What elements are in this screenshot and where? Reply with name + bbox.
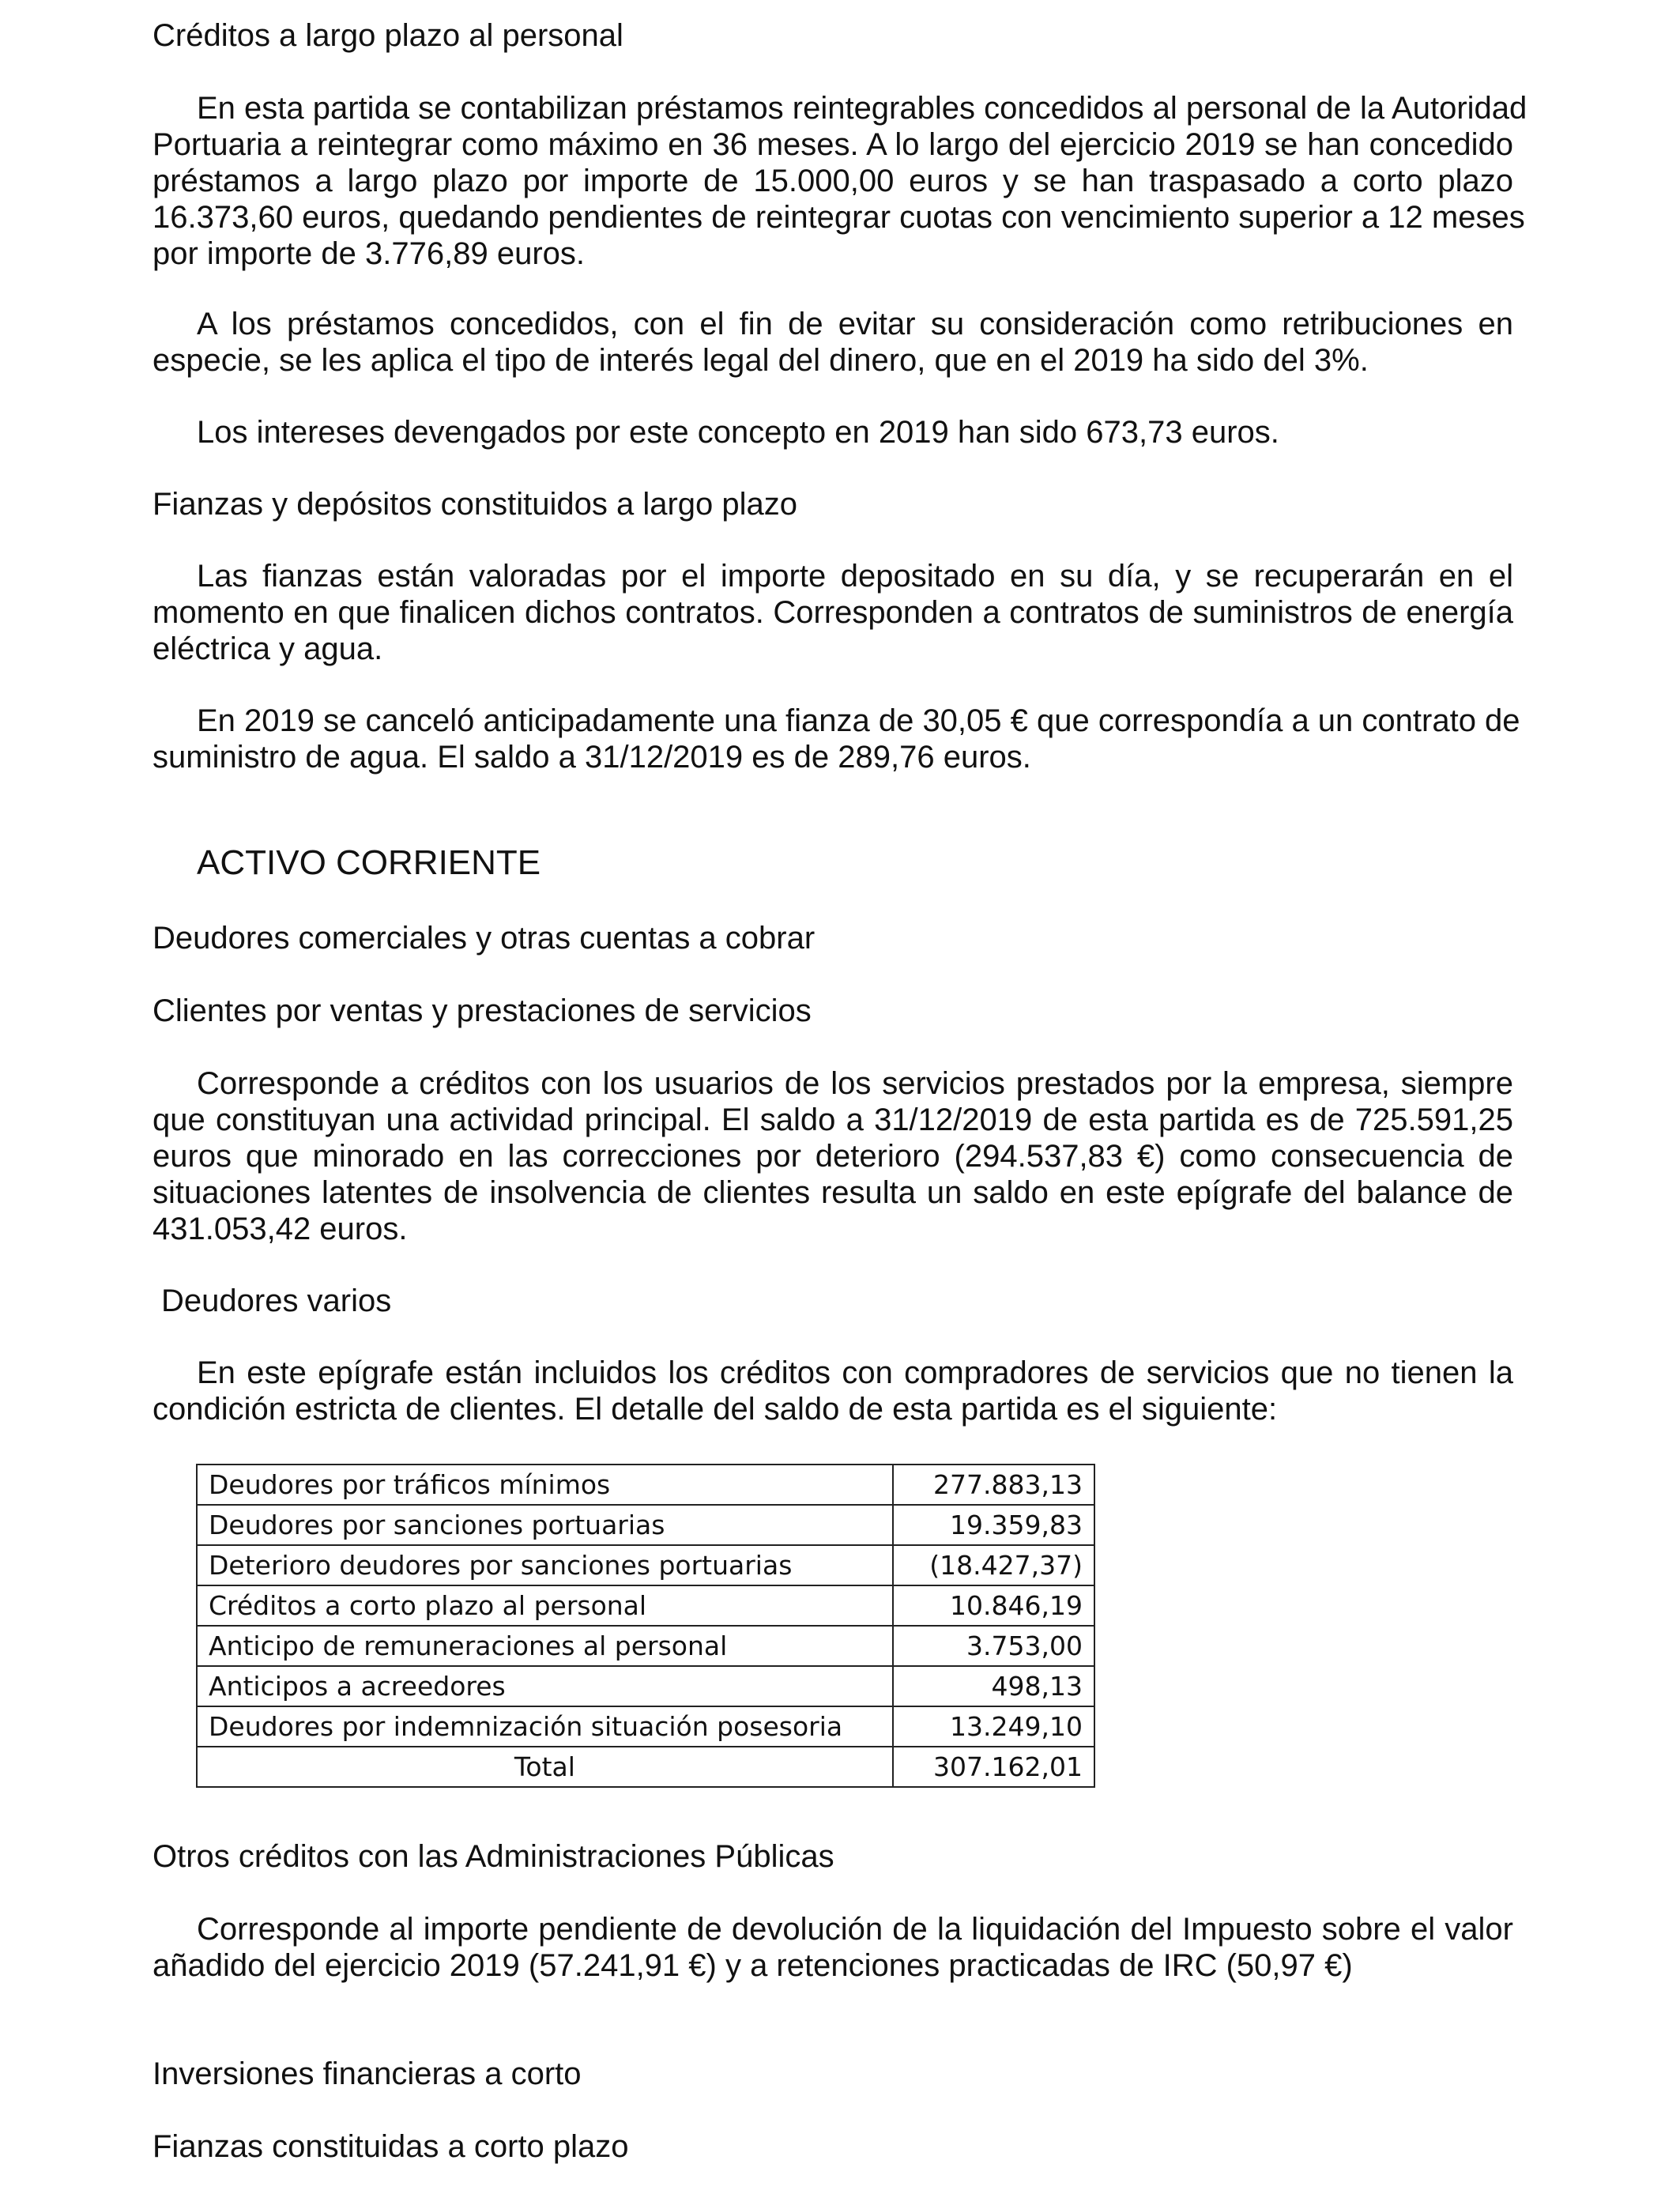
paragraph-line: condición estricta de clientes. El detalle del saldo de esta partida es el siguiente: <box>153 1392 1278 1427</box>
paragraph-line: En esta partida se contabilizan préstamos reintegrables concedidos al personal de la Autoridad <box>197 91 1527 126</box>
paragraph-line: Corresponde al importe pendiente de devolución de la liquidación del Impuesto sobre el valor <box>197 1912 1513 1947</box>
paragraph-line: eléctrica y agua. <box>153 631 383 666</box>
section-heading-creditos-largo-plazo: Créditos a largo plazo al personal <box>153 18 623 53</box>
deudores-varios-table <box>196 1464 1095 1788</box>
paragraph-line: Corresponde a créditos con los usuarios de los servicios prestados por la empresa, siempre <box>197 1066 1513 1101</box>
paragraph-line: situaciones latentes de insolvencia de clientes resulta un saldo en este epígrafe del balance de <box>153 1175 1513 1210</box>
table-cell-value: 10.846,19 <box>893 1585 1094 1626</box>
table-total-value: 307.162,01 <box>893 1747 1094 1787</box>
paragraph-line: por importe de 3.776,89 euros. <box>153 236 586 271</box>
paragraph-line: Las fianzas están valoradas por el importe depositado en su día, y se recuperarán en el <box>197 559 1513 594</box>
paragraph-line: En 2019 se canceló anticipadamente una fianza de 30,05 € que correspondía a un contrato de <box>197 703 1520 738</box>
table-cell-label: Créditos a corto plazo al personal <box>197 1585 893 1626</box>
paragraph-line: A los préstamos concedidos, con el fin de evitar su consideración como retribuciones en <box>197 307 1513 341</box>
table-row <box>197 1626 1094 1666</box>
table-row <box>197 1666 1094 1706</box>
paragraph-line: 431.053,42 euros. <box>153 1212 408 1246</box>
paragraph-line: especie, se les aplica el tipo de interés legal del dinero, que en el 2019 ha sido del 3%. <box>153 343 1369 378</box>
paragraph-line: euros que minorado en las correcciones por deterioro (294.537,83 €) como consecuencia de <box>153 1139 1513 1174</box>
subsection-heading-deudores-comerciales: Deudores comerciales y otras cuentas a cobrar <box>153 921 816 956</box>
table-row <box>197 1545 1094 1585</box>
paragraph-line: préstamos a largo plazo por importe de 15.000,00 euros y se han traspasado a corto plazo <box>153 164 1513 198</box>
section-title-activo-corriente: ACTIVO CORRIENTE <box>197 843 541 882</box>
table-cell-value: 13.249,10 <box>893 1706 1094 1747</box>
subsection-heading-deudores-varios: Deudores varios <box>161 1284 392 1318</box>
subsection-heading-fianzas-corto-plazo: Fianzas constituidas a corto plazo <box>153 2129 629 2164</box>
subsection-heading-administraciones-publicas: Otros créditos con las Administraciones Públicas <box>153 1839 834 1874</box>
table-cell-value: 3.753,00 <box>893 1626 1094 1666</box>
table-total-row <box>197 1747 1094 1787</box>
paragraph-line: Los intereses devengados por este concepto en 2019 han sido 673,73 euros. <box>197 415 1279 450</box>
paragraph-line: suministro de agua. El saldo a 31/12/2019 es de 289,76 euros. <box>153 740 1031 775</box>
table-cell-label: Deterioro deudores por sanciones portuarias <box>197 1545 893 1585</box>
paragraph-line: momento en que finalicen dichos contratos. Corresponden a contratos de suministros de energía <box>153 595 1513 630</box>
paragraph-line: En este epígrafe están incluidos los créditos con compradores de servicios que no tienen la <box>197 1355 1513 1390</box>
table-cell-label: Anticipo de remuneraciones al personal <box>197 1626 893 1666</box>
table-row <box>197 1706 1094 1747</box>
subsection-heading-clientes-ventas: Clientes por ventas y prestaciones de servicios <box>153 993 812 1028</box>
table-cell-value: 19.359,83 <box>893 1505 1094 1545</box>
table-cell-label: Anticipos a acreedores <box>197 1666 893 1706</box>
subsection-heading-inversiones-financieras: Inversiones financieras a corto <box>153 2056 582 2091</box>
table-row <box>197 1585 1094 1626</box>
section-heading-fianzas-largo-plazo: Fianzas y depósitos constituidos a largo plazo <box>153 487 798 522</box>
table-cell-value: 277.883,13 <box>893 1465 1094 1505</box>
table-row <box>197 1505 1094 1545</box>
table-cell-value: (18.427,37) <box>893 1545 1094 1585</box>
paragraph-line: 16.373,60 euros, quedando pendientes de reintegrar cuotas con vencimiento superior a 12 meses <box>153 200 1525 235</box>
paragraph-line: que constituyan una actividad principal. El saldo a 31/12/2019 de esta partida es de 725.591,25 <box>153 1103 1513 1137</box>
table-row <box>197 1465 1094 1505</box>
paragraph-line: Portuaria a reintegrar como máximo en 36 meses. A lo largo del ejercicio 2019 se han concedido <box>153 127 1513 162</box>
table-cell-label: Deudores por tráficos mínimos <box>197 1465 893 1505</box>
table-cell-value: 498,13 <box>893 1666 1094 1706</box>
paragraph-line: añadido del ejercicio 2019 (57.241,91 €) y a retenciones practicadas de IRC (50,97 €) <box>153 1948 1353 1983</box>
table-total-label: Total <box>197 1747 893 1787</box>
table-cell-label: Deudores por sanciones portuarias <box>197 1505 893 1545</box>
table-cell-label: Deudores por indemnización situación posesoria <box>197 1706 893 1747</box>
